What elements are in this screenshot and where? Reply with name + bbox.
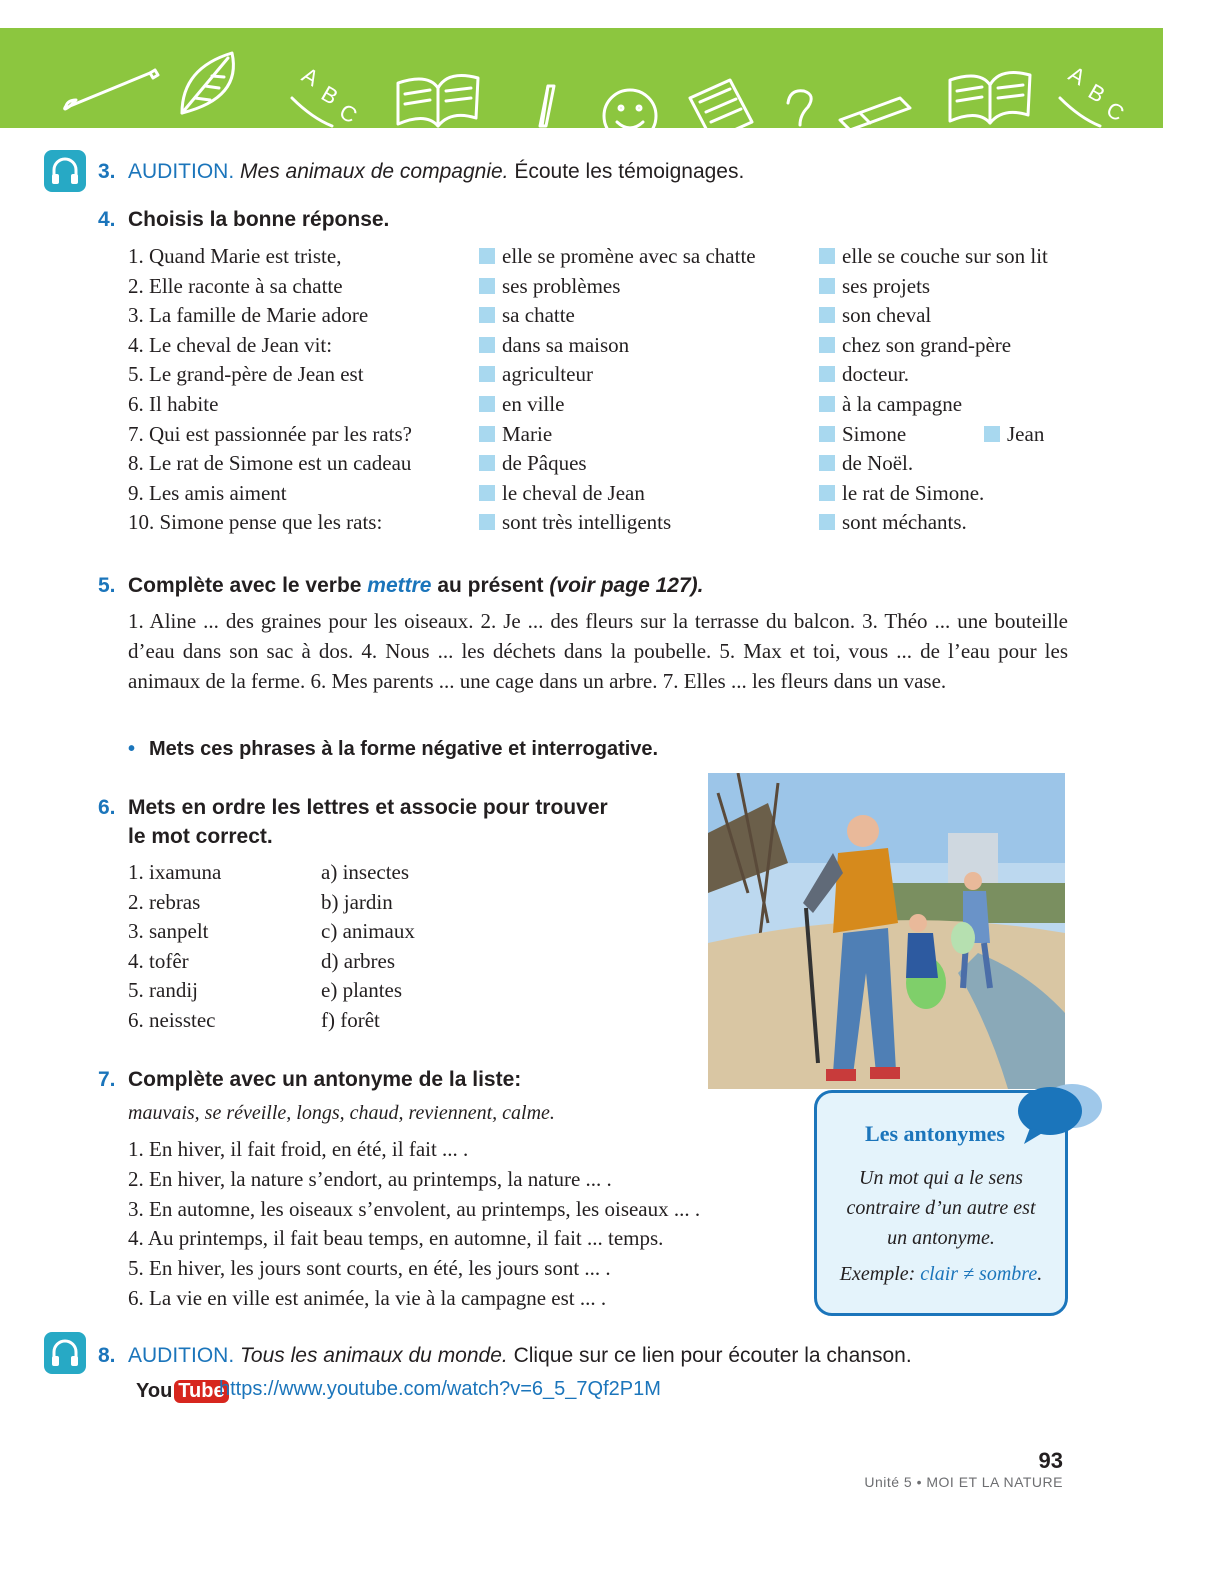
exercise-number: 5. xyxy=(98,574,116,597)
option-b-4[interactable] xyxy=(819,331,1011,361)
option-label: elle se promène avec sa chatte xyxy=(502,244,756,268)
checkbox-square[interactable] xyxy=(479,396,495,412)
checkbox-square[interactable] xyxy=(479,366,495,382)
question-4: 4. Le cheval de Jean vit: xyxy=(128,332,333,357)
paintbrush-icon xyxy=(65,70,158,109)
question-6: 6. Il habite xyxy=(128,392,219,416)
question-8: 8. Le rat de Simone est un cadeau xyxy=(128,451,412,476)
option-c-7[interactable] xyxy=(984,420,1044,450)
example-end: . xyxy=(1037,1263,1043,1285)
checkbox-square[interactable] xyxy=(479,485,495,501)
option-label: Jean xyxy=(1007,421,1045,446)
svg-text:B: B xyxy=(1084,78,1110,108)
match-word-3: c) animaux xyxy=(321,919,415,944)
antonym-word-list: mauvais, se réveille, longs, chaud, reviennent, calme. xyxy=(128,1102,555,1124)
option-label: de Noël. xyxy=(842,451,914,476)
option-a-2[interactable] xyxy=(479,272,620,302)
match-word-5: e) plantes xyxy=(321,978,403,1003)
option-label: à la campagne xyxy=(842,392,963,416)
match-word-6: f) forêt xyxy=(321,1008,380,1032)
box-line-2: contraire d’un autre est xyxy=(846,1197,1036,1219)
antonym-sentence-3: 3. En automne, les oiseaux s’envolent, au printemps, les oiseaux ... . xyxy=(128,1196,701,1221)
checkbox-square[interactable] xyxy=(984,426,1000,442)
unit-label xyxy=(864,1474,1063,1490)
option-a-6[interactable] xyxy=(479,390,564,420)
exercise-3-instruction: Écoute les témoignages. xyxy=(514,160,745,183)
option-a-3[interactable] xyxy=(479,301,575,331)
headphones-icon[interactable] xyxy=(44,150,86,192)
youtube-logo[interactable] xyxy=(136,1377,229,1405)
abc-icon xyxy=(292,62,361,128)
exercise-7-title: Complète avec un antonyme de la liste: xyxy=(128,1068,522,1091)
checkbox-square[interactable] xyxy=(819,426,835,442)
exercise-4-title: Choisis la bonne réponse. xyxy=(128,208,390,231)
leaf-icon xyxy=(182,53,233,113)
option-label: en ville xyxy=(502,392,565,416)
checkbox-square[interactable] xyxy=(819,455,835,471)
example-value: clair ≠ sombre xyxy=(920,1263,1038,1285)
match-word-1: a) insectes xyxy=(321,860,410,884)
scrambled-word-4: 4. tofêr xyxy=(128,948,189,973)
checkbox-square[interactable] xyxy=(479,337,495,353)
option-a-9[interactable] xyxy=(479,479,645,509)
unit-separator: • xyxy=(916,1474,922,1490)
open-book-icon xyxy=(398,76,478,126)
checkbox-square[interactable] xyxy=(819,337,835,353)
checkbox-square[interactable] xyxy=(479,278,495,294)
audition-label: AUDITION. xyxy=(128,160,235,183)
option-label: elle se couche sur son lit xyxy=(842,244,1048,268)
exercise-8-instruction: Clique sur ce lien pour écouter la chanson. xyxy=(513,1344,912,1367)
option-b-8[interactable] xyxy=(819,449,913,479)
option-label: chez son grand-père xyxy=(842,332,1012,357)
question-3: 3. La famille de Marie adore xyxy=(128,303,369,328)
option-label: Simone xyxy=(842,421,907,446)
question-7: 7. Qui est passionnée par les rats? xyxy=(128,421,413,446)
scrambled-word-6: 6. neisstec xyxy=(128,1008,216,1032)
unit-title: MOI ET LA NATURE xyxy=(926,1474,1063,1490)
exercise-6-heading-line2: le mot correct. xyxy=(128,825,273,848)
option-label: de Pâques xyxy=(502,451,587,476)
checkbox-square[interactable] xyxy=(819,396,835,412)
speech-bubble-icon xyxy=(1010,1078,1105,1148)
svg-text:C: C xyxy=(335,98,362,128)
option-label: sa chatte xyxy=(502,303,575,328)
checkbox-square[interactable] xyxy=(479,455,495,471)
option-label: dans sa maison xyxy=(502,332,630,357)
checkbox-square[interactable] xyxy=(479,307,495,323)
checkbox-square[interactable] xyxy=(819,248,835,264)
exercise-5-bullet: • Mets ces phrases à la forme négative et interrogative. xyxy=(128,738,659,760)
box-example xyxy=(817,1263,1065,1286)
page-number: 93 xyxy=(1038,1448,1063,1473)
example-label: Exemple: xyxy=(839,1263,916,1285)
option-b-3[interactable] xyxy=(819,301,931,331)
exercise-3-heading xyxy=(98,160,744,184)
question-10: 10. Simone pense que les rats: xyxy=(128,510,383,535)
antonym-sentence-6: 6. La vie en ville est animée, la vie à la campagne est ... . xyxy=(128,1286,607,1310)
exercise-number: 4. xyxy=(98,208,116,231)
open-book-icon-2 xyxy=(950,73,1030,123)
youtube-link[interactable]: https://www.youtube.com/watch?v=6_5_7Qf2P1M xyxy=(219,1378,661,1400)
option-label: ses projets xyxy=(842,273,931,298)
scrambled-word-5: 5. randij xyxy=(128,978,198,1003)
option-a-4[interactable] xyxy=(479,331,629,361)
headphones-icon-2[interactable] xyxy=(44,1332,86,1374)
option-b-9[interactable] xyxy=(819,479,984,509)
checkbox-square[interactable] xyxy=(819,278,835,294)
exercise-6-title: Mets en ordre les lettres et associe pour trouver xyxy=(128,796,608,819)
option-label: le cheval de Jean xyxy=(502,480,645,505)
top-banner xyxy=(0,28,1163,128)
exercise-4-heading xyxy=(98,208,389,232)
option-label: son cheval xyxy=(842,303,932,328)
youtube-logo-you: You xyxy=(136,1379,173,1402)
checkbox-square[interactable] xyxy=(479,426,495,442)
option-b-10[interactable] xyxy=(819,508,967,538)
option-label: ses problèmes xyxy=(502,273,621,298)
unit-number: Unité 5 xyxy=(864,1474,913,1490)
exercise-7-heading xyxy=(98,1068,521,1092)
match-word-2: b) jardin xyxy=(321,889,393,914)
svg-text:A: A xyxy=(297,62,323,92)
option-label: docteur. xyxy=(842,362,910,387)
exercise-5-heading xyxy=(98,574,703,598)
antonym-sentence-2: 2. En hiver, la nature s’endort, au printemps, la nature ... . xyxy=(128,1166,612,1191)
svg-text:A: A xyxy=(1064,61,1090,91)
exercise-number: 6. xyxy=(98,796,116,819)
exercise-8-heading xyxy=(98,1344,912,1368)
checkbox-square[interactable] xyxy=(819,307,835,323)
box-line-1: Un mot qui a le sens xyxy=(859,1167,1023,1189)
exercise-3-subtitle: Mes animaux de compagnie. xyxy=(240,160,509,183)
checkbox-square[interactable] xyxy=(819,514,835,530)
question-9: 9. Les amis aiment xyxy=(128,480,287,505)
smiley-icon xyxy=(604,90,656,128)
checkbox-square[interactable] xyxy=(479,248,495,264)
exercise-number: 3. xyxy=(98,160,116,183)
exercise-8-subtitle: Tous les animaux du monde. xyxy=(240,1344,508,1367)
bullet-text: Mets ces phrases à la forme négative et interrogative. xyxy=(149,738,659,760)
antonym-sentence-4: 4. Au printemps, il fait beau temps, en automne, il fait ... temps. xyxy=(128,1226,664,1251)
checkbox-square[interactable] xyxy=(819,366,835,382)
antonym-sentence-1: 1. En hiver, il fait froid, en été, il fait ... . xyxy=(128,1137,469,1161)
exclamation-icon xyxy=(535,86,554,128)
option-a-1[interactable] xyxy=(479,242,756,272)
antonym-sentence-5: 5. En hiver, les jours sont courts, en été, les jours sont ... . xyxy=(128,1256,611,1281)
checkbox-square[interactable] xyxy=(819,485,835,501)
exercise-5-text: 1. Aline ... des graines pour les oiseaux. 2. Je ... des fleurs sur la terrasse du balcon. 3. Théo ... une bouteille d’eau dans son sac à dos. 4. Nous ... les déchets dans la poubelle. 5. Max et toi, vous ... de l’eau pour les animaux de la ferme. 6. Mes parents ... une cage dans un arbre. 7. Elles ... les fleurs dans un vase. xyxy=(128,609,1068,693)
exercise-number: 7. xyxy=(98,1068,116,1091)
youtube-logo-tube: Tube xyxy=(174,1380,228,1403)
photo-kids-cleaning-beach xyxy=(708,773,1065,1089)
option-a-8[interactable] xyxy=(479,449,587,479)
exercise-6-heading xyxy=(98,796,608,820)
question-2: 2. Elle raconte à sa chatte xyxy=(128,273,343,298)
box-line-3: un antonyme. xyxy=(887,1227,995,1249)
option-b-6[interactable] xyxy=(819,390,962,420)
scrambled-word-3: 3. sanpelt xyxy=(128,919,209,944)
option-label: agriculteur xyxy=(502,362,593,387)
option-label: sont très intelligents xyxy=(502,510,672,535)
option-label: Marie xyxy=(502,421,553,446)
option-a-10[interactable] xyxy=(479,508,671,538)
eraser-icon xyxy=(840,98,910,128)
option-b-2[interactable] xyxy=(819,272,930,302)
checkbox-square[interactable] xyxy=(479,514,495,530)
option-b-5[interactable] xyxy=(819,360,909,390)
page-reference: (voir page 127). xyxy=(549,574,704,597)
banner-doodles xyxy=(0,28,1163,128)
question-1: 1. Quand Marie est triste, xyxy=(128,244,342,268)
option-b-1[interactable] xyxy=(819,242,1048,272)
exercise-5-tense: au présent xyxy=(437,574,544,597)
box-title: Les antonymes xyxy=(865,1121,1005,1146)
svg-text:B: B xyxy=(317,80,343,110)
option-label: le rat de Simone. xyxy=(842,480,985,505)
option-b-7[interactable] xyxy=(819,420,906,450)
question-icon xyxy=(788,91,811,128)
exercise-number: 8. xyxy=(98,1344,116,1367)
notepad-icon xyxy=(690,80,752,128)
verb-mettre: mettre xyxy=(367,574,432,597)
scrambled-word-1: 1. ixamuna xyxy=(128,860,222,884)
option-label: sont méchants. xyxy=(842,510,967,535)
exercise-5-title: Complète avec le verbe xyxy=(128,574,362,597)
abc-icon-2 xyxy=(1060,61,1128,126)
audition-label: AUDITION. xyxy=(128,1344,235,1367)
option-a-7[interactable] xyxy=(479,420,552,450)
box-definition xyxy=(817,1163,1065,1253)
question-5: 5. Le grand-père de Jean est xyxy=(128,362,364,387)
match-word-4: d) arbres xyxy=(321,948,396,973)
scrambled-word-2: 2. rebras xyxy=(128,889,201,914)
svg-text:C: C xyxy=(1102,96,1129,127)
option-a-5[interactable] xyxy=(479,360,593,390)
